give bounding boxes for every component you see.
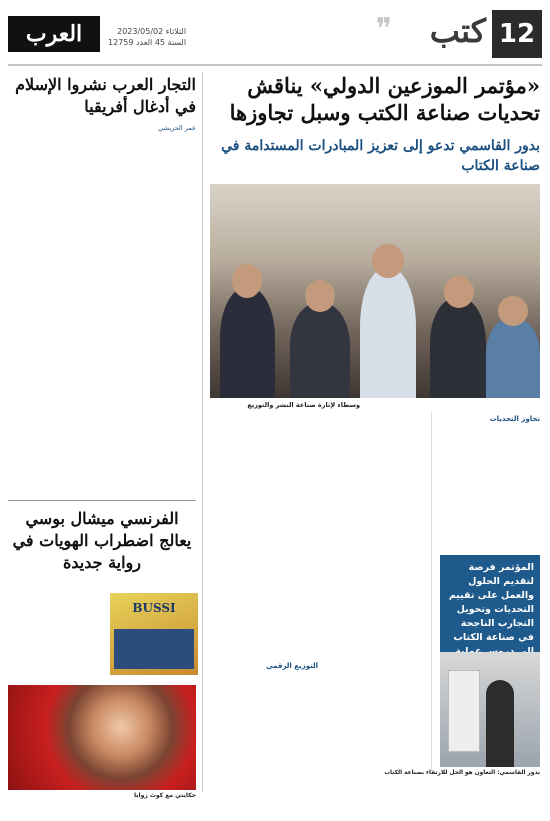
book-cover-art bbox=[114, 629, 194, 669]
speaker-photo bbox=[440, 652, 540, 767]
book-cover bbox=[110, 593, 198, 675]
photo-figure-head bbox=[444, 276, 474, 308]
photo-figure-head bbox=[305, 280, 335, 312]
dateline bbox=[108, 26, 186, 48]
photo-figure-head bbox=[232, 264, 262, 298]
photo-figure bbox=[486, 318, 540, 398]
newspaper-logo: العرب bbox=[8, 16, 100, 52]
section-subhead: تجاوز التحديات bbox=[489, 415, 540, 423]
section-name: كتب bbox=[429, 12, 486, 50]
section-divider bbox=[8, 500, 196, 501]
main-subheadline: بدور القاسمي تدعو إلى تعزيز المبادرات المستدامة في صناعة الكتاب bbox=[221, 138, 540, 174]
sidebar-column bbox=[104, 134, 196, 494]
photo-caption: وسطاء لإثارة صناعة النشر والتوزيع bbox=[247, 401, 360, 409]
photo-figure-head bbox=[498, 296, 528, 326]
sidebar-headline: التجار العرب نشروا الإسلام في أدغال أفريقيا bbox=[15, 75, 196, 116]
photo-figure bbox=[360, 268, 416, 398]
page-header bbox=[8, 10, 542, 66]
sidebar-author: عمر الحريشي bbox=[158, 124, 196, 132]
event-board bbox=[448, 670, 480, 752]
book-cover-title: BUSSI bbox=[132, 601, 176, 615]
photo-figure bbox=[290, 303, 350, 398]
main-headline: «مؤتمر الموزعين الدولي» يناقش تحديات صناعة الكتب وسبل تجاوزها bbox=[229, 73, 540, 125]
bottom-photo-caption: بدور القاسمي: التعاون هو الحل للارتقاء بصناعة الكتاب bbox=[384, 770, 540, 776]
issue-date: الثلاثاء 2023/05/02 bbox=[117, 27, 187, 36]
page-number: 12 bbox=[492, 10, 542, 58]
speaker-figure bbox=[486, 680, 514, 767]
body-column bbox=[440, 412, 540, 550]
column-divider bbox=[202, 72, 203, 792]
photo-figure bbox=[430, 298, 486, 398]
photo-figure-head bbox=[372, 244, 404, 278]
sidebar-column bbox=[8, 592, 104, 680]
body-column bbox=[321, 412, 432, 772]
sidebar-column bbox=[8, 134, 98, 494]
photo-figure bbox=[220, 288, 275, 398]
author-photo-caption: حكايتي مع كوث زوايا bbox=[134, 792, 196, 799]
highlight-quote: المؤتمر فرصة لتقديم الحلول والعمل على تقييم التحديات وتحويل التجارب الناجحة في صناعة الكتاب bbox=[440, 555, 540, 665]
sidebar-headline-2: الفرنسي ميشال بوسي يعالج اضطراب الهويات في رواية جديدة bbox=[12, 509, 192, 572]
issue-number: السنة 45 العدد 12759 bbox=[108, 38, 187, 47]
quote-mark-icon: ❞ bbox=[375, 12, 392, 47]
conference-photo bbox=[210, 184, 540, 398]
body-column bbox=[212, 412, 318, 772]
author-photo bbox=[8, 685, 196, 790]
section-subhead: التوزيع الرقمي bbox=[266, 662, 318, 670]
